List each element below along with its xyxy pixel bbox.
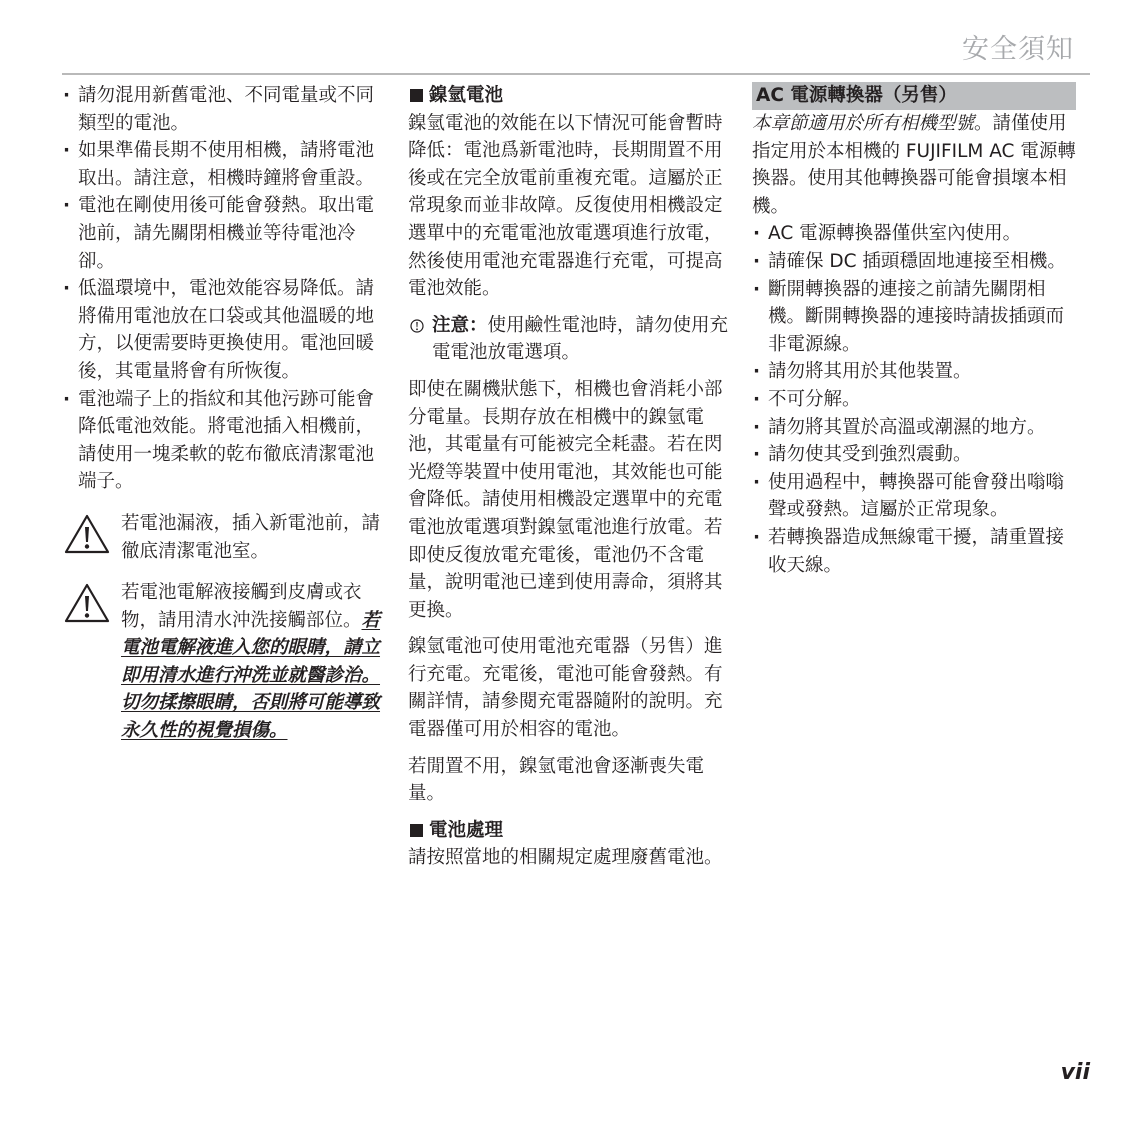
- list-item: · 請勿混用新舊電池、不同電量或不同類型的電池。: [62, 82, 384, 137]
- heading-text: 鎳氫電池: [429, 85, 504, 106]
- list-item: · 斷開轉換器的連接之前請先關閉相機。斷開轉換器的連接時請拔插頭而非電源線。: [752, 276, 1082, 359]
- warning-battery-leak: [62, 510, 384, 565]
- black-square-icon: [410, 824, 423, 837]
- list-item: · AC 電源轉換器僅供室內使用。: [752, 220, 1082, 248]
- warning-triangle-icon: [64, 583, 110, 623]
- paragraph: 鎳氫電池可使用電池充電器（另售）進行充電。充電後，電池可能會發熱。有關詳情，請參閱充電器隨附的說明。充電器僅可用於相容的電池。: [408, 636, 723, 741]
- list-item: · 電池在剛使用後可能會發熱。取出電池前，請先關閉相機並等待電池冷卻。: [62, 192, 384, 275]
- section-heading-ac-adapter: AC 電源轉換器（另售）: [752, 82, 1076, 110]
- column-nimh-batteries: [408, 82, 734, 872]
- caution-text: 使用鹼性電池時，請勿使用充電電池放電選項。: [432, 314, 729, 364]
- list-item: · 請勿使其受到強烈震動。: [752, 441, 1082, 469]
- paragraph: 請按照當地的相關規定處理廢舊電池。: [408, 847, 723, 869]
- section-heading-nimh: [408, 82, 734, 110]
- list-item: · 不可分解。: [752, 386, 1082, 414]
- ac-adapter-list: [752, 220, 1082, 579]
- warning-text: 若電池漏液，插入新電池前，請徹底清潔電池室。: [121, 512, 381, 562]
- section-heading-disposal: [408, 817, 734, 845]
- list-item: · 電池端子上的指紋和其他污跡可能會降低電池效能。將電池插入相機前，請使用一塊柔軟的乾布徹底清潔電池端子。: [62, 386, 384, 496]
- warning-electrolyte: [62, 579, 384, 745]
- list-item: · 使用過程中，轉換器可能會發出嗡嗡聲或發熱。這屬於正常現象。: [752, 469, 1082, 524]
- intro-text: 。請僅使用指定用於本相機的 FUJIFILM AC 電源轉換器。使用其他轉換器可能會損壞本相機。: [752, 113, 1076, 217]
- caution-note: [408, 312, 734, 367]
- header-rule: [62, 73, 1090, 75]
- column-ac-adapter: [752, 82, 1082, 579]
- paragraph-ac-intro: [752, 110, 1082, 220]
- warning-emphasis-text: 若電池電解液進入您的眼睛，請立即用清水進行沖洗並就醫診治。切勿揉擦眼睛，否則將可能導致永久性的視覺損傷。: [121, 609, 381, 742]
- list-item: · 請確保 DC 插頭穩固地連接至相機。: [752, 248, 1082, 276]
- battery-precautions-list: [62, 82, 384, 496]
- caution-label: 注意：: [432, 314, 488, 336]
- list-item: · 若轉換器造成無線電干擾，請重置接收天線。: [752, 524, 1082, 579]
- list-item: · 請勿將其用於其他裝置。: [752, 358, 1082, 386]
- caution-circle-icon: [410, 319, 424, 333]
- paragraph: 若閒置不用，鎳氫電池會逐漸喪失電量。: [408, 755, 705, 805]
- warning-triangle-icon: [64, 514, 110, 554]
- warning-text: 若電池電解液接觸到皮膚或衣物，請用清水沖洗接觸部位。: [121, 582, 362, 631]
- paragraph: 即使在關機狀態下，相機也會消耗小部分電量。長期存放在相機中的鎳氫電池，其電量有可能被完全耗盡。若在閃光燈等裝置中使用電池，其效能也可能會降低。請使用相機設定選單中的充電電池放電選項對鎳氫電池進行放電。若即使反復放電充電後，電池仍不含電量，說明電池已達到使用壽命，須將其更換。: [408, 378, 723, 621]
- page-header-title: 安全須知: [962, 34, 1074, 65]
- list-item: · 如果準備長期不使用相機，請將電池取出。請注意，相機時鐘將會重設。: [62, 137, 384, 192]
- list-item: · 請勿將其置於高溫或潮濕的地方。: [752, 414, 1082, 442]
- list-item: · 低溫環境中，電池效能容易降低。請將備用電池放在口袋或其他溫暖的地方，以便需要時更換使用。電池回暖後，其電量將會有所恢復。: [62, 275, 384, 385]
- column-battery-precautions: [62, 82, 384, 745]
- black-square-icon: [410, 89, 423, 102]
- heading-text: 電池處理: [429, 819, 504, 841]
- paragraph: 鎳氫電池的效能在以下情況可能會暫時降低：電池爲新電池時，長期閒置不用後或在完全放電前重複充電。這屬於正常現象而並非故障。反復使用相機設定選單中的充電電池放電選項進行放電，然後使用電池充電器進行充電，可提高電池效能。: [408, 112, 723, 300]
- page-number: vii: [1060, 1060, 1090, 1085]
- intro-italic-text: 本章節適用於所有相機型號: [752, 113, 975, 134]
